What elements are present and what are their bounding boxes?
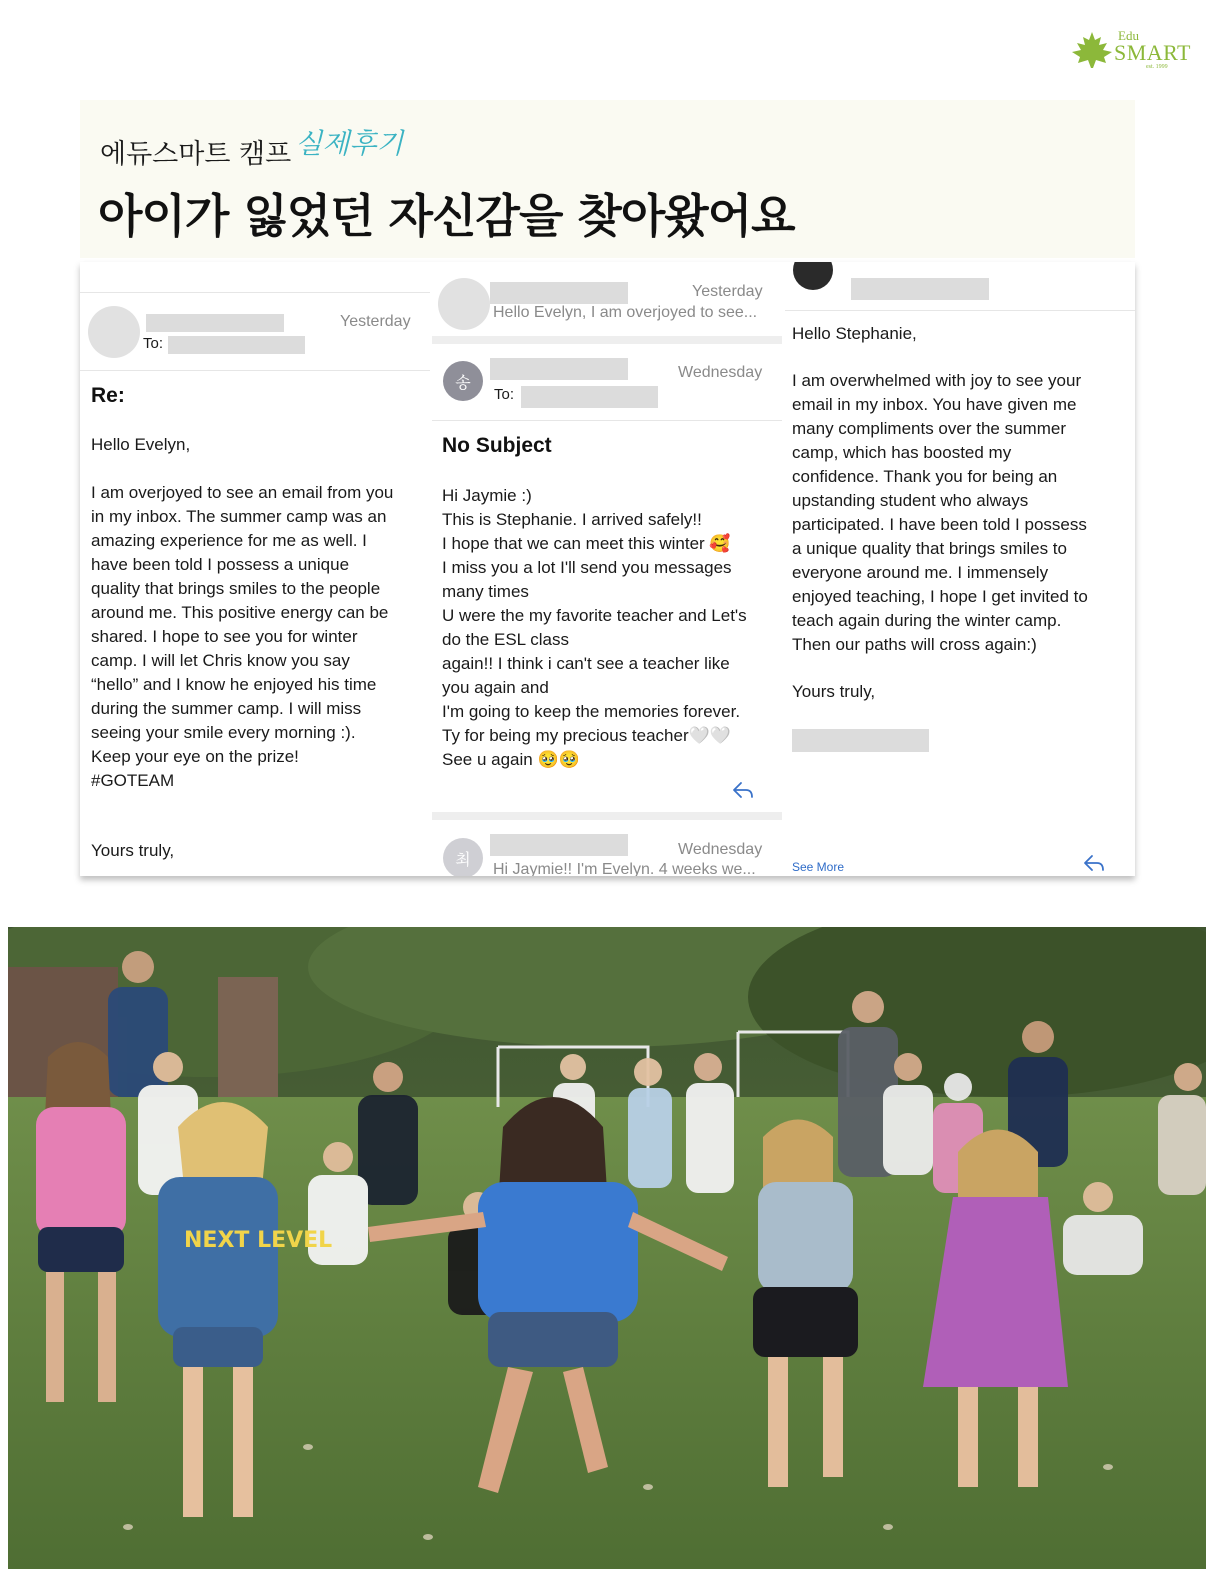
email-subject: No Subject xyxy=(442,434,552,457)
redacted-sender xyxy=(490,834,628,856)
thread-separator xyxy=(432,336,782,344)
sender-avatar xyxy=(793,262,833,290)
body-line: Keep your eye on the prize! xyxy=(91,747,299,766)
body-line: participated. I have been told I possess xyxy=(792,515,1087,534)
body-line: I'm going to keep the memories forever. xyxy=(442,702,741,721)
thread-preview[interactable]: Hi Jaymie!! I'm Evelyn. 4 weeks we... xyxy=(493,861,756,876)
body-line: upstanding student who always xyxy=(792,491,1029,510)
body-line: again!! I think i can't see a teacher like xyxy=(442,654,730,673)
see-more-link[interactable]: See More xyxy=(792,860,845,874)
redacted-sender xyxy=(851,278,989,300)
body-line: U were the my favorite teacher and Let's xyxy=(442,606,747,625)
body-line: confidence. Thank you for being an xyxy=(792,467,1058,486)
sender-avatar xyxy=(88,306,140,358)
divider xyxy=(80,370,430,371)
email-reply-evelyn xyxy=(80,262,430,876)
page-title: 아이가 잃었던 자신감을 찾아왔어요 xyxy=(98,189,795,243)
divider xyxy=(785,310,1135,311)
body-line: I miss you a lot I'll send you messages xyxy=(442,558,732,577)
redacted-sender xyxy=(146,314,284,332)
email-signoff: Yours truly, xyxy=(792,682,876,701)
review-header xyxy=(80,100,1135,258)
thread-date: Yesterday xyxy=(692,283,763,300)
body-line: you again and xyxy=(442,678,549,697)
email-subject: Re: xyxy=(91,384,125,407)
email-body xyxy=(442,484,780,772)
camp-photo-illustration xyxy=(8,927,1206,1569)
avatar-letter: 송 xyxy=(443,361,483,401)
header-subtitle xyxy=(100,127,404,172)
body-line: #GOTEAM xyxy=(91,771,175,790)
body-line: camp. I will let Chris know you say xyxy=(91,651,350,670)
redacted-sender xyxy=(490,358,628,380)
body-line: I am overjoyed to see an email from you xyxy=(91,483,394,502)
email-reply-stephanie xyxy=(785,262,1135,876)
body-line: Hi Jaymie :) xyxy=(442,486,532,505)
email-signoff: Yours truly, xyxy=(91,841,175,860)
reply-icon[interactable] xyxy=(1083,854,1105,872)
body-line: This is Stephanie. I arrived safely!! xyxy=(442,510,702,529)
body-line: everyone around me. I immensely xyxy=(792,563,1049,582)
body-line: See u again 🥹🥹 xyxy=(442,750,580,769)
logo-est-text: est. 1999 xyxy=(1146,64,1168,70)
body-line: Then our paths will cross again:) xyxy=(792,635,1037,654)
body-line: quality that brings smiles to the people xyxy=(91,579,381,598)
divider xyxy=(432,420,782,421)
body-line: during the summer camp. I will miss xyxy=(91,699,362,718)
to-label: To: xyxy=(494,386,515,403)
body-line: Ty for being my precious teacher🤍🤍 xyxy=(442,726,731,745)
email-greeting: Hello Stephanie, xyxy=(792,324,917,343)
camp-photo xyxy=(8,927,1206,1569)
body-line: I hope that we can meet this winter 🥰 xyxy=(442,534,731,553)
email-greeting: Hello Evelyn, xyxy=(91,435,191,454)
divider xyxy=(80,292,430,293)
body-line: amazing experience for me as well. I xyxy=(91,531,367,550)
body-line: seeing your smile every morning :). xyxy=(91,723,356,742)
body-line: email in my inbox. You have given me xyxy=(792,395,1077,414)
shirt-text: NEXT LEVEL xyxy=(184,1228,333,1253)
sender-avatar xyxy=(438,278,490,330)
logo-edu-text: Edu xyxy=(1118,28,1139,43)
email-thread-jaymie xyxy=(432,262,782,876)
email-date: Wednesday xyxy=(678,364,763,381)
body-line: in my inbox. The summer camp was an xyxy=(91,507,387,526)
body-line: a unique quality that brings smiles to xyxy=(792,539,1067,558)
body-line: have been told I possess a unique xyxy=(91,555,350,574)
thread-separator xyxy=(432,812,782,820)
subtitle-script: 실제후기 xyxy=(295,127,404,160)
body-line: I am overwhelmed with joy to see your xyxy=(792,371,1082,390)
email-body xyxy=(792,369,1132,657)
logo-smart-text: SMART xyxy=(1114,40,1191,65)
redacted-recipient xyxy=(168,336,305,354)
body-line: around me. This positive energy can be xyxy=(91,603,389,622)
subtitle-text: 에듀스마트 캠프 xyxy=(100,139,292,170)
avatar-letter: 최 xyxy=(443,838,483,876)
body-line: shared. I hope to see you for winter xyxy=(91,627,358,646)
email-date: Yesterday xyxy=(340,313,411,330)
reply-icon[interactable] xyxy=(732,781,754,799)
redacted-recipient xyxy=(521,386,658,408)
maple-leaf-icon xyxy=(1070,30,1114,70)
redacted-signature xyxy=(792,729,929,752)
body-line: enjoyed teaching, I hope I get invited to xyxy=(792,587,1088,606)
body-line: camp, which has boosted my xyxy=(792,443,1012,462)
email-screenshots xyxy=(80,262,1135,876)
body-line: many times xyxy=(442,582,529,601)
redacted-sender xyxy=(490,282,628,304)
email-date: Wednesday xyxy=(678,841,763,858)
to-label: To: xyxy=(143,335,164,352)
body-line: “hello” and I know he enjoyed his time xyxy=(91,675,377,694)
edusmart-logo xyxy=(1070,28,1198,72)
body-line: do the ESL class xyxy=(442,630,569,649)
body-line: teach again during the winter camp. xyxy=(792,611,1062,630)
email-body xyxy=(91,481,426,793)
thread-preview[interactable]: Hello Evelyn, I am overjoyed to see... xyxy=(493,304,758,321)
body-line: many compliments over the summer xyxy=(792,419,1066,438)
